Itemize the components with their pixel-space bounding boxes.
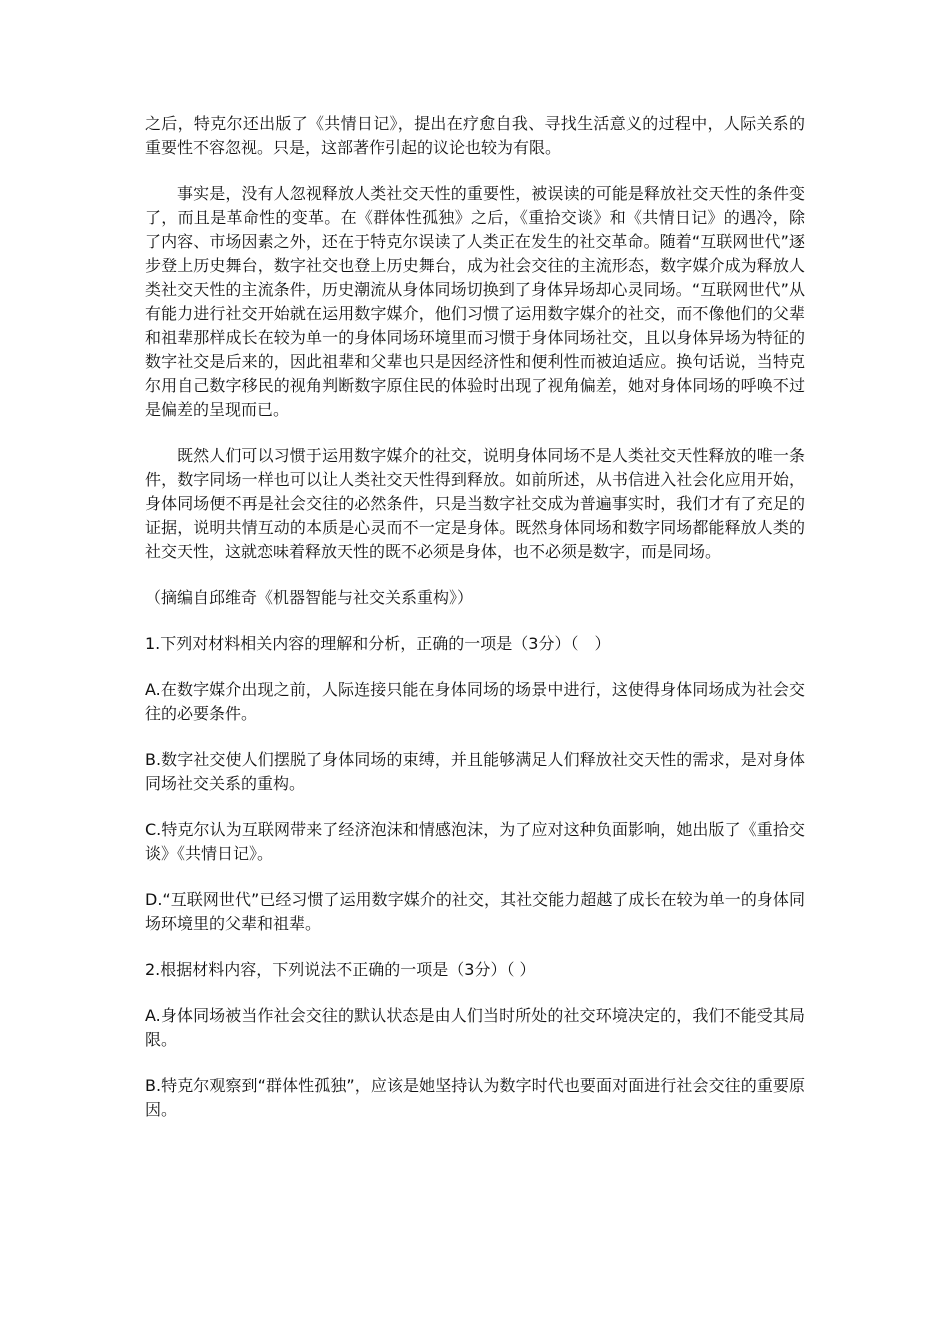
question-2-option-b: B.特克尔观察到“群体性孤独”，应该是她坚持认为数字时代也要面对面进行社会交往的重要原因。 <box>145 1076 805 1119</box>
document-body <box>145 112 805 1144</box>
question-2 <box>145 958 805 1122</box>
question-2-stem: 2.根据材料内容，下列说法不正确的一项是（3分）（ ） <box>145 960 536 979</box>
question-1-option-d: D.“互联网世代”已经习惯了运用数字媒介的社交，其社交能力超越了成长在较为单一的身体同场环境里的父辈和祖辈。 <box>145 890 805 933</box>
question-2-option-a: A.身体同场被当作社会交往的默认状态是由人们当时所处的社交环境决定的，我们不能受其局限。 <box>145 1006 805 1049</box>
question-1-option-b: B.数字社交使人们摆脱了身体同场的束缚，并且能够满足人们释放社交天性的需求，是对身体同场社交关系的重构。 <box>145 750 805 793</box>
question-1-option-c: C.特克尔认为互联网带来了经济泡沫和情感泡沫，为了应对这种负面影响，她出版了《重拾交谈》《共情日记》。 <box>145 820 805 863</box>
article-source: （摘编自邱维奇《机器智能与社交关系重构》） <box>145 588 474 607</box>
question-1-option-a: A.在数字媒介出现之前，人际连接只能在身体同场的场景中进行，这使得身体同场成为社会交往的必要条件。 <box>145 680 805 723</box>
question-1-stem: 1.下列对材料相关内容的理解和分析，正确的一项是（3分）（ ） <box>145 634 611 653</box>
article-paragraph-2: 事实是，没有人忽视释放人类社交天性的重要性，被误读的可能是释放社交天性的条件变了，而且是革命性的变革。在《群体性孤独》之后，《重拾交谈》和《共情日记》的遇冷，除了内容、市场因素之外，还在于特克尔误读了人类正在发生的社交革命。随着“互联网世代”逐步登上历史舞台，数字社交也登上历史舞台，成为社会交往的主流形态，数字媒介成为释放人类社交天性的主流条件，历史潮流从身体同场切换到了身体异场却心灵同场。“互联网世代”从有能力进行社交开始就在运用数字媒介，他们习惯了运用数字媒介的社交，而不像他们的父辈和祖辈那样成长在较为单一的身体同场环境里而习惯于身体同场社交，且以身体异场为特征的数字社交是后来的，因此祖辈和父辈也只是因经济性和便利性而被迫适应。换句话说，当特克尔用自己数字移民的视角判断数字原住民的体验时出现了视角偏差，她对身体同场的呼唤不过是偏差的呈现而已。 <box>145 184 805 419</box>
question-1 <box>145 632 805 936</box>
article-paragraph-3: 既然人们可以习惯于运用数字媒介的社交，说明身体同场不是人类社交天性释放的唯一条件，数字同场一样也可以让人类社交天性得到释放。如前所述，从书信进入社会化应用开始，身体同场便不再是社会交往的必然条件，只是当数字社交成为普遍事实时，我们才有了充足的证据，说明共情互动的本质是心灵而不一定是身体。既然身体同场和数字同场都能释放人类的社交天性，这就恋味着释放天性的既不必须是身体，也不必须是数字，而是同场。 <box>145 446 805 561</box>
article-paragraph-1: 之后，特克尔还出版了《共情日记》，提出在疗愈自我、寻找生活意义的过程中，人际关系的重要性不容忽视。只是，这部著作引起的议论也较为有限。 <box>145 114 805 157</box>
